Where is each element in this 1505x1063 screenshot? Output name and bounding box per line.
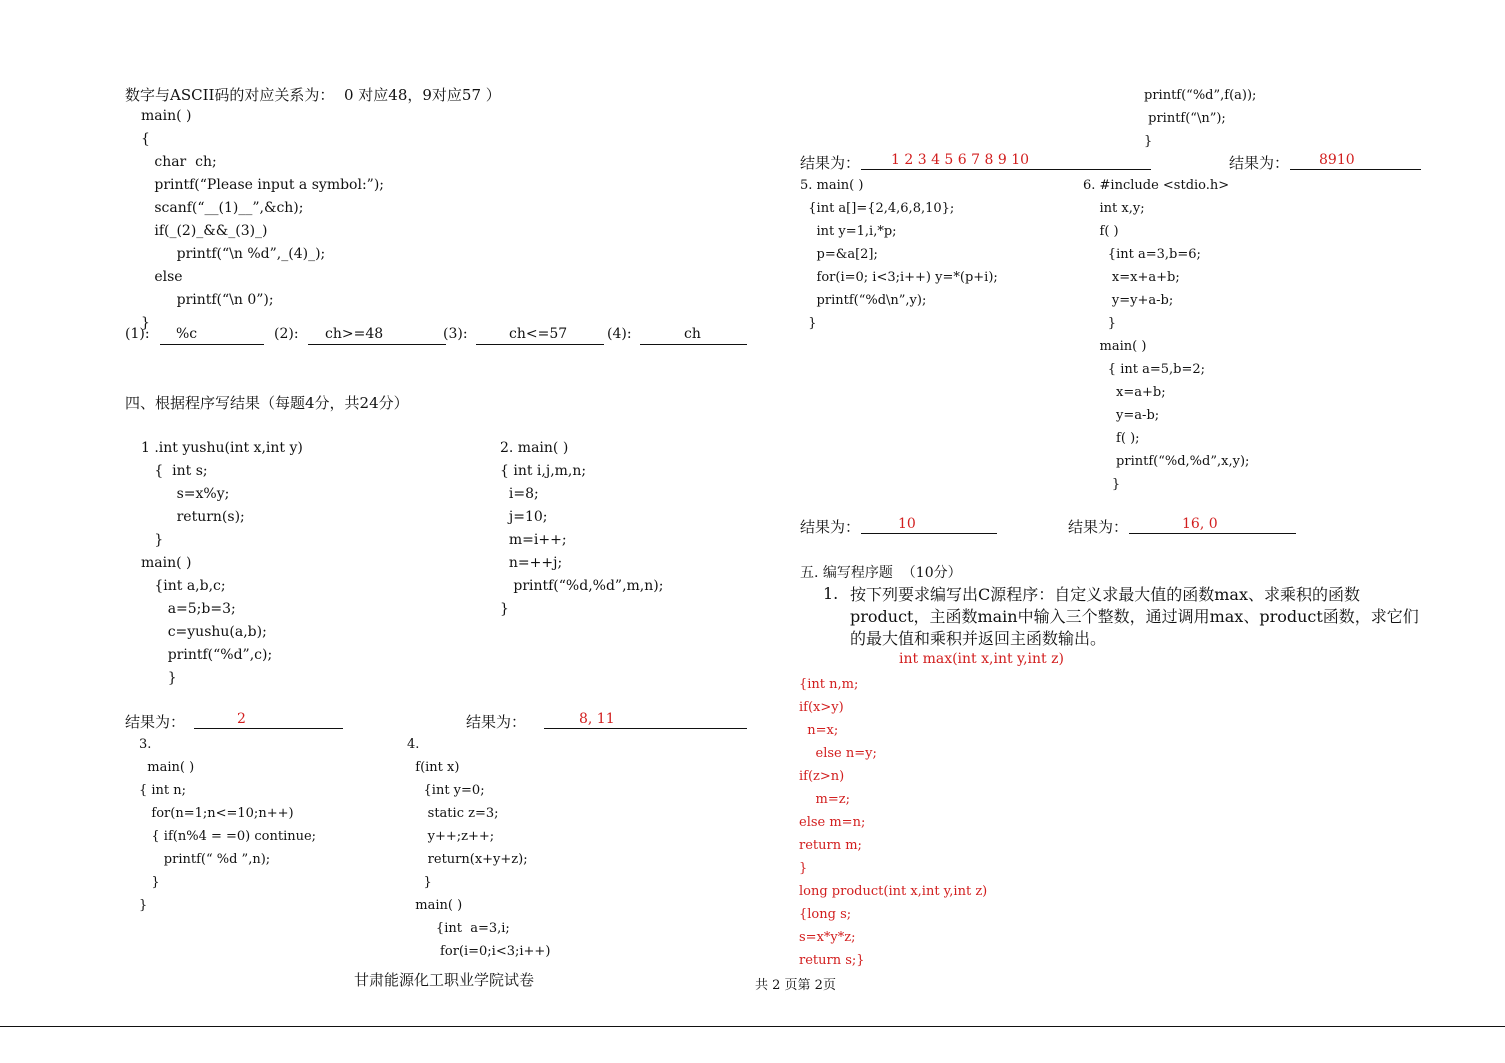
code-line: { if(n%4 = =0) continue;: [139, 829, 317, 844]
code-line: y++;z++;: [407, 829, 495, 844]
result-answer-2: 8, 11: [579, 711, 615, 727]
code-line: for(i=0; i<3;i++) y=*(p+i);: [800, 270, 998, 285]
code-line: for(n=1;n<=10;n++): [139, 806, 294, 821]
result-label-1: 结果为：: [125, 713, 186, 731]
code-line: { int i,j,m,n;: [500, 463, 587, 479]
code-line: n=++j;: [500, 555, 563, 571]
code-line: else m=n;: [799, 815, 866, 830]
code-line: return s;}: [799, 953, 865, 968]
code-line: s=x*y*z;: [799, 930, 856, 945]
code-line: {long s;: [799, 907, 852, 922]
code-line: f( ): [1083, 224, 1119, 239]
program-5-code: [800, 174, 998, 335]
code-line: }: [800, 316, 817, 331]
code-line: 3.: [139, 737, 152, 752]
program-4-continued: [1144, 84, 1256, 153]
code-line: main( ): [141, 555, 192, 571]
code-line: n=x;: [799, 723, 839, 738]
code-line: a=5;b=3;: [141, 601, 236, 617]
code-line: }: [1144, 134, 1153, 149]
code-line: m=i++;: [500, 532, 567, 548]
code-line: }: [141, 532, 164, 548]
code-line: main( ): [141, 108, 192, 124]
code-line: y=y+a-b;: [1083, 293, 1174, 308]
code-line: }: [1083, 477, 1121, 492]
code-line: printf(“\n”);: [1144, 111, 1226, 126]
code-line: int x,y;: [1083, 201, 1145, 216]
blank-answer-3: ch<=57: [509, 326, 568, 342]
footer-page-number: 共 2 页第 2页: [755, 978, 836, 993]
code-line: y=a-b;: [1083, 408, 1160, 423]
code-line: f( );: [1083, 431, 1140, 446]
result-answer-3: 1 2 3 4 5 6 7 8 9 10: [891, 152, 1030, 168]
code-line: }: [500, 601, 509, 617]
answer-code: [799, 673, 987, 972]
code-line: main( ): [1083, 339, 1147, 354]
code-line: for(i=0;i<3;i++): [407, 944, 551, 959]
code-line: if(x>y): [799, 700, 844, 715]
code-line: 6. #include <stdio.h>: [1083, 178, 1230, 193]
footer-school: 甘肃能源化工职业学院试卷: [354, 971, 535, 989]
code-line: }: [139, 898, 148, 913]
code-line: {int a,b,c;: [141, 578, 226, 594]
blank-label-3: (3):: [443, 326, 468, 342]
result-label-4: 结果为：: [1229, 154, 1290, 172]
code-line: 1 .int yushu(int x,int y): [141, 440, 303, 456]
code-line: x=x+a+b;: [1083, 270, 1180, 285]
code-line: else n=y;: [799, 746, 877, 761]
program-3-code: [139, 733, 316, 917]
code-line: s=x%y;: [141, 486, 230, 502]
code-line: if(z>n): [799, 769, 845, 784]
code-line: else: [141, 269, 183, 285]
result-line-6: [1129, 533, 1296, 534]
result-answer-1: 2: [237, 711, 246, 727]
code-line: {int a=3,b=6;: [1083, 247, 1201, 262]
blank-line-4: [640, 344, 747, 345]
result-line-2: [544, 728, 747, 729]
code-line: main( ): [407, 898, 463, 913]
result-label-6: 结果为：: [1068, 518, 1129, 536]
code-line: printf(“\n %d”,_(4)_);: [141, 246, 326, 262]
code-line: {int a[]={2,4,6,8,10};: [800, 201, 955, 216]
code-line: scanf(“__(1)__”,&ch);: [141, 200, 304, 216]
code-line: return(s);: [141, 509, 245, 525]
result-line-3: [861, 169, 1151, 170]
code-line: printf(“%d\n”,y);: [800, 293, 927, 308]
code-line: printf(“\n 0”);: [141, 292, 274, 308]
code-line: c=yushu(a,b);: [141, 624, 267, 640]
section4-title: 四、根据程序写结果（每题4分，共24分）: [125, 394, 409, 412]
program-2-code: [500, 437, 663, 621]
result-answer-6: 16, 0: [1182, 516, 1218, 532]
blank-label-4: (4):: [607, 326, 632, 342]
code-line: return(x+y+z);: [407, 852, 528, 867]
code-line: char ch;: [141, 154, 217, 170]
code-line: }: [141, 315, 150, 331]
program-4-code: [407, 733, 550, 963]
code-line: printf(“%d,%d”,x,y);: [1083, 454, 1250, 469]
code-line: }: [407, 875, 432, 890]
code-line: if(_(2)_&&_(3)_): [141, 223, 268, 239]
code-line: main( ): [139, 760, 195, 775]
program-6-code: [1083, 174, 1249, 496]
blank-answer-2: ch>=48: [325, 326, 384, 342]
blank-answer-4: ch: [684, 326, 701, 342]
question-1-number: 1.: [823, 584, 839, 603]
result-line-1: [194, 728, 343, 729]
code-line: static z=3;: [407, 806, 499, 821]
code-line: long product(int x,int y,int z): [799, 884, 988, 899]
blank-line-1: [160, 344, 264, 345]
code-line: m=z;: [799, 792, 850, 807]
result-label-5: 结果为：: [800, 518, 861, 536]
blank-label-1: (1):: [125, 326, 150, 342]
code-line: p=&a[2];: [800, 247, 878, 262]
question-code: [141, 105, 384, 335]
code-line: {int n,m;: [799, 677, 859, 692]
result-line-5: [861, 533, 997, 534]
code-line: { int n;: [139, 783, 187, 798]
code-line: { int s;: [141, 463, 208, 479]
code-line: }: [799, 861, 808, 876]
blank-label-2: (2):: [274, 326, 299, 342]
code-line: }: [141, 670, 177, 686]
code-line: return m;: [799, 838, 862, 853]
code-line: { int a=5,b=2;: [1083, 362, 1205, 377]
code-line: i=8;: [500, 486, 539, 502]
code-line: {: [141, 131, 150, 147]
code-line: {int y=0;: [407, 783, 485, 798]
code-line: f(int x): [407, 760, 460, 775]
code-line: printf(“ %d ”,n);: [139, 852, 271, 867]
code-line: j=10;: [500, 509, 548, 525]
code-line: printf(“%d,%d”,m,n);: [500, 578, 664, 594]
code-line: printf(“%d”,c);: [141, 647, 273, 663]
question-1-text: 按下列要求编写出C源程序：自定义求最大值的函数max、求乘积的函数product，主函数main中输入三个整数，通过调用max、product函数，求它们的最大值和乘积并返回主函数输出。: [850, 585, 1419, 648]
result-line-4: [1290, 169, 1421, 170]
program-1-code: [141, 437, 303, 690]
code-line: {int a=3,i;: [407, 921, 510, 936]
section5-title: 五. 编写程序题 （10分）: [800, 565, 962, 581]
answer-header: int max(int x,int y,int z): [899, 651, 1064, 667]
code-line: x=a+b;: [1083, 385, 1166, 400]
blank-line-3: [476, 344, 604, 345]
code-line: 4.: [407, 737, 420, 752]
blank-answer-1: %c: [176, 326, 198, 342]
code-line: }: [139, 875, 160, 890]
code-line: 5. main( ): [800, 178, 864, 193]
result-answer-4: 8910: [1319, 152, 1355, 168]
code-line: 2. main( ): [500, 440, 569, 456]
intro-text: 数字与ASCII码的对应关系为： 0 对应48，9对应57 ）: [125, 86, 501, 104]
blank-line-2: [308, 344, 446, 345]
code-line: int y=1,i,*p;: [800, 224, 897, 239]
page-bottom-rule: [0, 1026, 1505, 1027]
result-answer-5: 10: [898, 516, 916, 532]
result-label-2: 结果为：: [466, 713, 527, 731]
code-line: printf(“%d”,f(a));: [1144, 88, 1257, 103]
result-label-3: 结果为：: [800, 154, 861, 172]
code-line: printf(“Please input a symbol:”);: [141, 177, 385, 193]
code-line: }: [1083, 316, 1117, 331]
